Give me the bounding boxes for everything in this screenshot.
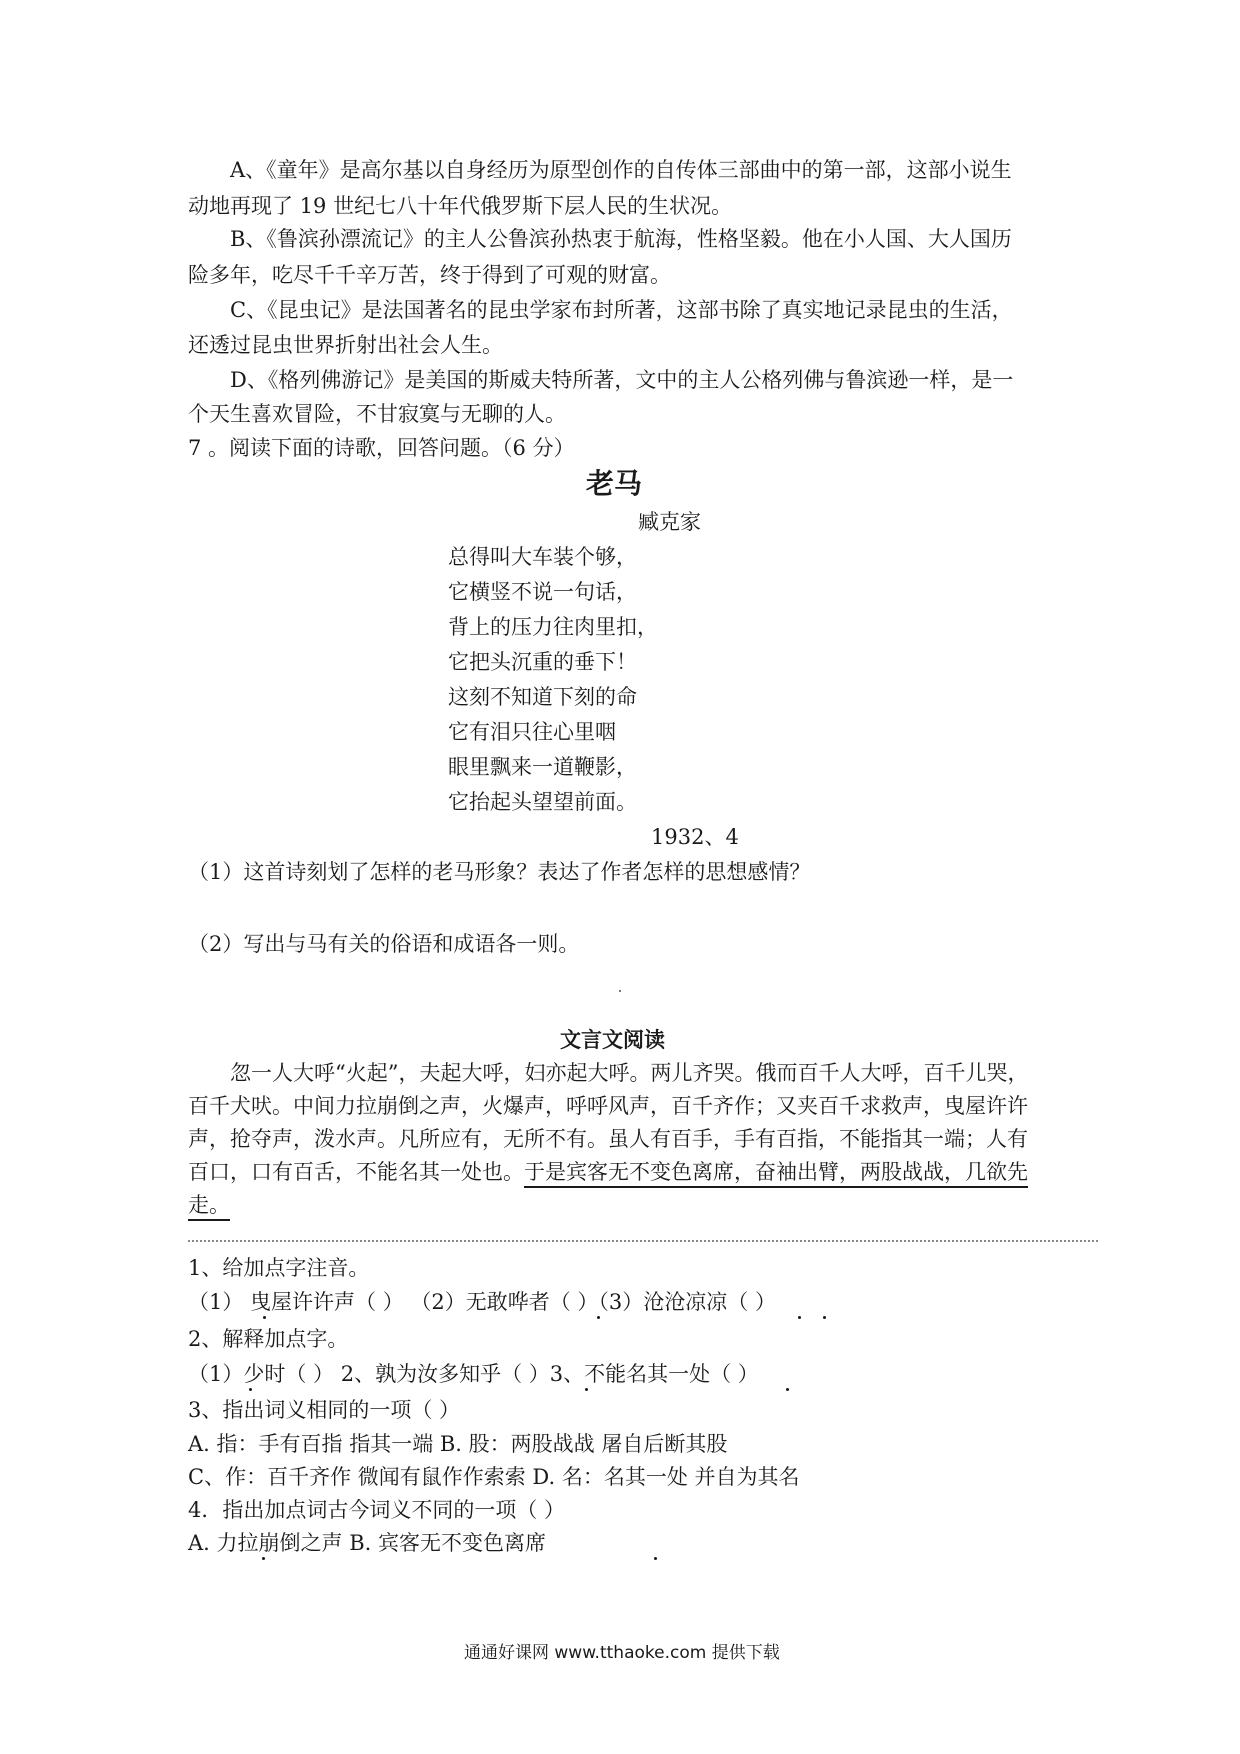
classical-line-5 — [188, 1195, 230, 1216]
poem-line-2: 它横竖不说一句话， — [448, 580, 637, 604]
option-b-line2: 险多年，吃尽千千辛万苦，终于得到了可观的财富。 — [188, 263, 671, 287]
question-2-items: （1）少时（ ） 2、孰为汝多知乎（ ）3、不能名其一处（ ） — [188, 1362, 759, 1386]
question-4: 4．指出加点词古今词义不同的一项（ ） — [188, 1498, 566, 1522]
poem-line-7: 眼里飘来一道鞭影， — [448, 755, 637, 779]
poem-date: 1932、4 — [651, 825, 739, 849]
section-divider — [188, 1240, 1098, 1242]
emphasis-dot — [823, 1316, 826, 1319]
option-a-line2: 动地再现了 19 世纪七八十年代俄罗斯下层人民的生状况。 — [188, 194, 733, 218]
classical-underlined-sentence: 于是宾客无不变色离席，奋袖出臂，两股战战，几欲先 — [524, 1160, 1028, 1188]
poem-author: 臧克家 — [638, 510, 701, 534]
classical-line-4-plain: 百口，口有百舌，不能名其一处也。 — [188, 1160, 524, 1184]
question-4-items: A. 力拉崩倒之声 B. 宾客无不变色离席 — [188, 1531, 546, 1555]
option-d-line2: 个天生喜欢冒险，不甘寂寞与无聊的人。 — [188, 402, 566, 426]
classical-underlined-end: 走。 — [188, 1193, 230, 1221]
question-3-option-c: C、作：百千齐作 微闻有鼠作作索索 D. 名：名其一处 并自为其名 — [188, 1465, 800, 1489]
poem-line-8: 它抬起头望望前面。 — [448, 790, 637, 814]
emphasis-dot — [585, 1388, 588, 1391]
emphasis-dot — [262, 1557, 265, 1560]
emphasis-dot — [654, 1557, 657, 1560]
poem-line-1: 总得叫大车装个够， — [448, 545, 637, 569]
q7-prompt: 7 。阅读下面的诗歌，回答问题。（6 分） — [188, 436, 575, 460]
classical-heading: 文言文阅读 — [560, 1028, 665, 1052]
emphasis-dot — [798, 1316, 801, 1319]
poem-line-5: 这刻不知道下刻的命 — [448, 685, 637, 709]
emphasis-dot — [263, 1316, 266, 1319]
classical-line-3: 声，抢夺声，泼水声。凡所应有，无所不有。虽人有百手，手有百指，不能指其一端；人有 — [188, 1127, 1028, 1151]
question-2: 2、解释加点字。 — [188, 1327, 349, 1351]
option-c-line2: 还透过昆虫世界折射出社会人生。 — [188, 333, 503, 357]
q7-sub2: （2）写出与马有关的俗语和成语各一则。 — [188, 932, 580, 956]
footer-text: 通通好课网 www.tthaoke.com 提供下载 — [464, 1643, 780, 1663]
q7-sub1: （1）这首诗刻划了怎样的老马形象？表达了作者怎样的思想感情？ — [188, 860, 811, 884]
poem-line-3: 背上的压力往肉里扣， — [448, 615, 658, 639]
question-1-items: （1） 曳屋许许声（ ） （2）无敢哗者（ ）（3）沧沧凉凉（ ） — [188, 1290, 776, 1314]
option-b-line1: B、《鲁滨孙漂流记》的主人公鲁滨孙热衷于航海，性格坚毅。他在小人国、大人国历 — [230, 227, 1012, 251]
poem-line-4: 它把头沉重的垂下！ — [448, 650, 637, 674]
poem-title: 老马 — [586, 467, 643, 500]
question-3-option-a: A. 指：手有百指 指其一端 B. 股：两股战战 屠自后断其股 — [188, 1432, 728, 1456]
scan-speck — [619, 990, 621, 992]
emphasis-dot — [249, 1388, 252, 1391]
emphasis-dot — [786, 1388, 789, 1391]
classical-line-1: 忽一人大呼“火起”，夫起大呼，妇亦起大呼。两儿齐哭。俄而百千人大呼，百千儿哭， — [230, 1061, 1029, 1085]
question-3: 3、指出词义相同的一项（ ） — [188, 1398, 461, 1422]
option-a-line1: A、《童年》是高尔基以自身经历为原型创作的自传体三部曲中的第一部，这部小说生 — [230, 158, 1012, 182]
poem-line-6: 它有泪只往心里咽 — [448, 720, 616, 744]
question-1: 1、给加点字注音。 — [188, 1256, 370, 1280]
option-d-line1: D、《格列佛游记》是美国的斯威夫特所著，文中的主人公格列佛与鲁滨逊一样，是一 — [230, 368, 1014, 392]
classical-line-4 — [188, 1162, 1028, 1183]
emphasis-dot — [597, 1316, 600, 1319]
option-c-line1: C、《昆虫记》是法国著名的昆虫学家布封所著，这部书除了真实地记录昆虫的生活， — [230, 298, 1013, 322]
classical-line-2: 百千犬吠。中间力拉崩倒之声，火爆声，呼呼风声，百千齐作；又夹百千求救声，曳屋许许 — [188, 1094, 1028, 1118]
